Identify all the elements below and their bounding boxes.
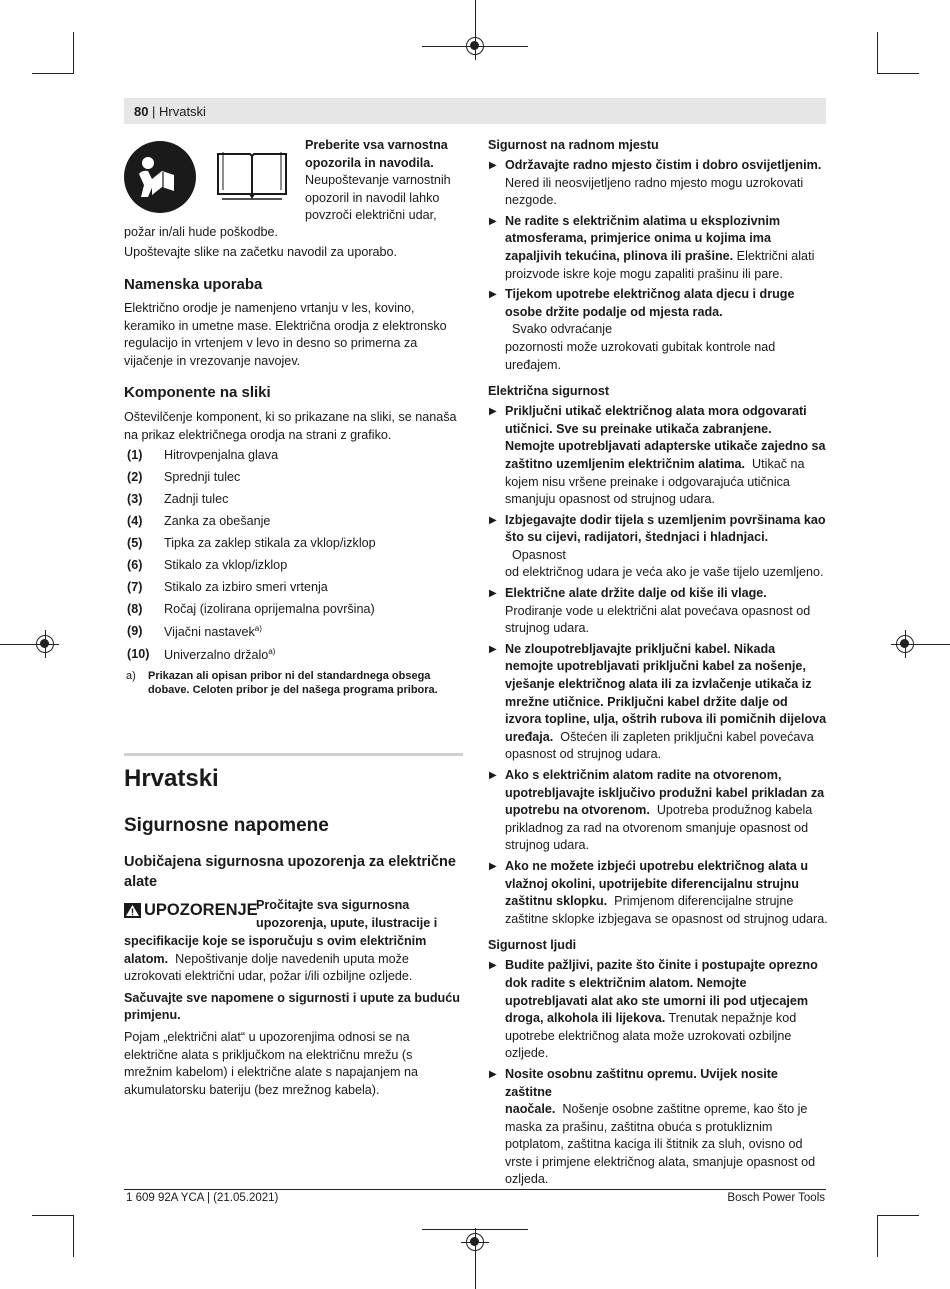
list-item-line [505,785,828,803]
list-item-line [505,585,828,603]
bold-text: što su cijevi, radijatori, štednjaci i hladnjaci. [505,530,769,545]
list-item [488,858,828,928]
footnote-ref: a) [254,624,262,633]
footer-brand: Bosch Power Tools [727,1192,825,1204]
body-text: Prodiranje vode u električni alat povećava opasnost od [505,603,811,618]
right-column [488,136,828,1192]
bold-text: upotrebu na otvorenom. [505,803,650,818]
term-definition-line: električne alata s priključkom na električnu mrežu (s [124,1047,413,1062]
bold-text: zaštitno uzemljenim električnim alatima. [505,456,746,471]
footnote-line: dobave. Celoten pribor je del našega programa pribora. [148,684,438,696]
warning-line: uzrokovati električni udar, požar i/ili ozbiljne ozljede. [124,969,413,984]
component-number: (5) [127,536,143,550]
bullet-arrow-icon: ▶ [489,514,497,526]
body-text: Oštećen ili zapleten priključni kabel povećava [553,729,814,744]
list-item-line [505,529,828,564]
body-text: uređajem. [505,357,562,372]
bold-text: izvora topline, ulja, oštrih rubova ili pomičnih dijelova [505,712,827,727]
footnote-ref: a) [268,647,276,656]
footnote-line: Prikazan ali opisan pribor ni del standardnega obsega [148,670,431,682]
crop-mark [32,73,74,74]
component-label [164,647,275,662]
list-item-line [505,175,828,193]
component-label-text: Vijačni nastavek [164,625,255,640]
keep-instructions-line: primjenu. [124,1008,181,1023]
component-number: (1) [127,448,143,462]
intro-tail [124,224,464,261]
bold-text: droga, alkohola ili lijekova. [505,1011,666,1026]
komponente-heading: Komponente na sliki [124,384,271,401]
component-label: Hitrovpenjalna glava [164,448,279,462]
footnote-mark: a) [126,670,136,682]
list-item-line [505,248,828,266]
namenska-line: Električno orodje je namenjeno vrtanju v les, kovino, [124,301,415,315]
crop-mark [877,1215,878,1257]
header-separator: | [152,104,156,119]
body-text: Utikač na [745,456,805,471]
warning-label: UPOZORENJE [144,901,258,919]
bold-text: osobe držite podalje od mjesta rada. [505,304,723,319]
header-bar [124,98,826,124]
bold-text: Održavajte radno mjesto čistim i dobro osvijetljenim. [505,158,822,172]
list-item-line [505,676,828,694]
body-text: prikladnog za rad na otvorenom smanjuje opasnost od [505,820,809,835]
bold-text: utičnici. Sve su preinake utikača zabranjene. [505,421,772,436]
list-item-line [505,438,828,456]
bold-text: Izbjegavajte dodir tijela s uzemljenim površinama kao [505,512,826,527]
bold-text: Priključni utikač električnog alata mora odgovarati [505,404,807,419]
list-item-line [505,658,828,676]
body-text: strujnog udara. [505,621,590,636]
component-number: (8) [127,602,143,616]
list-item-line [505,230,828,248]
list-item-line [505,157,828,175]
body-text: Nošenje osobne zaštitne opreme, kao što je [555,1102,808,1117]
list-item-line [505,893,828,911]
crop-mark [73,32,74,74]
list-item-line [505,456,828,474]
bold-text: uređaja. [505,729,554,744]
list-item [488,585,828,638]
body-text: pozornosti može uzrokovati gubitak kontrole nad [505,339,776,354]
bold-text: Budite pažljivi, pazite što činite i postupajte oprezno [505,958,818,973]
registration-mark-icon [896,635,914,653]
body-text: od električnog udara je veća ako je vaše tijelo uzemljeno. [505,565,824,580]
bold-text: Tijekom upotrebe električnog alata djecu i druge [505,287,795,302]
footnote-text [148,669,438,697]
intro-text-line: Neupoštevanje varnostnih [305,173,451,188]
list-item-line [505,357,828,375]
crop-mark [877,73,919,74]
list-item-line [505,1066,828,1101]
crop-mark [32,1215,74,1216]
list-item-line [505,911,828,929]
list-item-line [505,1045,828,1063]
list-item-line [505,192,828,210]
bold-text: atmosferama, primjerice onima u kojima ima [505,231,771,246]
list-item-line [505,304,828,339]
registration-mark-icon [466,1233,484,1251]
component-label: Zanka za obešanje [164,514,271,528]
component-label: Tipka za zaklep stikala za vklop/izklop [164,536,376,550]
list-item-line [505,1101,828,1119]
list-item-line [505,421,828,439]
list-item-line [505,975,828,993]
header-language: Hrvatski [159,104,206,119]
bold-text: upotrebljavajte isključivo produžni kabel prikladan za [505,785,825,800]
namenska-line: regulacijo in vrtenjem v levo in desno so primerna za [124,336,418,351]
warning-head-line: upozorenja, upute, ilustracije i [256,915,438,930]
list-item-line [505,266,828,284]
bold-text: Nemojte upotrebljavati adapterske utikače zajedno sa [505,439,826,454]
body-text: upotrebe električnog alata može uzrokovati ozbiljne [505,1028,792,1043]
list-item-line [505,339,828,357]
body-text: ozljeda. [505,1172,549,1187]
intro-text-line: povzroči električni udar, [305,208,437,223]
component-number: (9) [127,624,143,638]
component-label: Stikalo za izbiro smeri vrtenja [164,580,328,594]
crop-mark [877,1215,919,1216]
body-text: maska za prašinu, zaštitna obuća s protukliznim [505,1119,773,1134]
list-item-line [505,746,828,764]
body-text: proizvode iskre koje mogu zapaliti prašinu ili pare. [505,266,783,281]
bullet-arrow-icon: ▶ [489,406,497,418]
bold-text: zaštitnu sklopku. [505,894,608,909]
intro-bold-line: Preberite vsa varnostna [305,138,448,152]
list-item [488,403,828,509]
intro-text-block [305,137,465,225]
crop-mark [475,1256,476,1289]
bold-text: upotrebljavati alat ako ste umorni ili pod utjecajem [505,993,809,1008]
footer-doc-id: 1 609 92A YCA | (21.05.2021) [126,1192,279,1204]
bold-text: Ne zloupotrebljavajte priključni kabel. Nikada [505,641,776,656]
crop-mark [877,32,878,74]
bold-text: vješanje električnog alata ili za izvlačenje utikača iz [505,677,812,692]
component-number: (6) [127,558,143,572]
bold-text: vlažnoj okolini, upotrijebite diferencijalnu strujnu [505,876,799,891]
footer-rule [124,1189,826,1190]
list-item-line [505,993,828,1011]
namenska-line: keramiko in umetne mase. Električna orodja z elektronsko [124,318,447,333]
section-heading: Sigurnost na radnom mjestu [488,138,659,152]
list-item [488,213,828,283]
list-item-line [505,474,828,492]
body-text: kojem nisu vršene preinake i odgovarajuća utičnica [505,474,790,489]
list-item-line [505,286,828,304]
warning-line: specifikacije koje se isporučuju s ovim električnim [124,934,427,948]
list-item [488,1066,828,1189]
body-text: Opasnost [505,547,566,562]
namenska-body [124,300,469,370]
list-item [488,286,828,374]
komponente-line: na prikaz električnega orodja na strani z grafiko. [124,427,392,442]
safety-notes-title: Sigurnosne napomene [124,815,329,836]
term-definition-line: mrežnim kabelom) i električne alate s napajanjem na [124,1065,418,1080]
bullet-arrow-icon: ▶ [489,1068,497,1080]
komponente-body [124,409,469,444]
list-item-line [505,1028,828,1046]
list-item-line [505,837,828,855]
crop-mark [0,644,32,645]
list-item [488,641,828,764]
list-item-line [505,767,828,785]
read-manual-icon [124,141,196,213]
term-definition-line: Pojam „električni alat“ u upozorenjima odnosi se na [124,1029,410,1044]
list-item-line [505,694,828,712]
bold-text: zapaljivih tekućina, plinova ili prašine. [505,248,734,263]
component-label-text: Univerzalno držalo [164,648,269,663]
list-item-line [505,1119,828,1137]
section-divider [124,753,463,756]
list-item-line [505,820,828,838]
intro-bold-line: opozorila in navodila. [305,155,434,170]
list-item-line [505,1136,828,1154]
bullet-arrow-icon: ▶ [489,960,497,972]
section-heading: Sigurnost ljudi [488,938,577,953]
bold-text: Ako s električnim alatom radite na otvorenom, [505,768,782,782]
crop-mark [918,644,950,645]
list-item-line [505,1171,828,1189]
warning-line: alatom. [124,951,169,966]
list-item-line [505,564,828,582]
bullet-arrow-icon: ▶ [489,770,497,781]
body-text: zaštitne sklopke izbjegava se opasnost od strujnog udara. [505,911,828,926]
general-warnings-title-line: Uobičajena sigurnosna upozorenja za električne [124,854,456,870]
warning-body [124,933,469,1099]
namenska-line: vijačenje in vrezovanje navojev. [124,353,301,368]
page-number: 80 [134,104,149,119]
bullet-arrow-icon: ▶ [489,215,497,227]
crop-mark [73,1215,74,1257]
bullet-arrow-icon: ▶ [489,860,497,872]
intro-note: Upoštevajte slike na začetku navodil za uporabo. [124,244,398,259]
body-text: vrste i primjene električnog alata, smanjuje opasnost od [505,1154,816,1169]
crop-mark [475,0,476,32]
list-item [488,767,828,855]
body-text: opasnost od strujnog udara. [505,747,662,762]
list-item-line [505,876,828,894]
list-item-line [505,620,828,638]
term-definition-line: akumulatorsku bateriju (bez mrežnog kabela). [124,1082,380,1097]
list-item [488,157,828,210]
intro-tail-line: požar in/ali hude poškodbe. [124,225,279,239]
bold-text: dok radite s električnim alatom. Nemojte [505,975,747,990]
body-text: Svako odvraćanje [505,322,613,337]
komponente-line: Oštevilčenje komponent, ki so prikazane na sliki, se nanaša [124,410,457,424]
warning-line: Nepoštivanje dolje navedenih uputa može [175,951,409,966]
bold-text: mrežne utičnice. Priključni kabel držite dalje od [505,694,788,709]
body-text: strujnog udara. [505,838,590,853]
list-item-line [505,1010,828,1028]
list-item-line [505,403,828,421]
list-item [488,957,828,1063]
component-number: (2) [127,470,143,484]
body-text: Nered ili neosvijetljeno radno mjesto mogu uzrokovati [505,175,804,190]
list-item-line [505,1154,828,1172]
bullet-arrow-icon: ▶ [489,643,497,655]
component-number: (7) [127,580,143,594]
component-label [164,624,262,639]
registration-mark-icon [466,37,484,55]
bold-text: naočale. [505,1102,556,1117]
intro-text-line: opozoril in navodil lahko [305,190,440,205]
bold-text: Nosite osobnu zaštitnu opremu. Uvijek nosite zaštitne [505,1066,778,1099]
component-label: Zadnji tulec [164,492,229,506]
list-item-line [505,641,828,659]
warning-head-line: Pročitajte sva sigurnosna [256,898,410,912]
general-warnings-title [124,852,469,892]
body-text: nezgode. [505,193,557,208]
namenska-heading: Namenska uporaba [124,276,263,293]
list-item [488,512,828,582]
body-text: ozljede. [505,1046,549,1061]
bold-text: nemojte upotrebljavati priključni kabel za nošenje, [505,659,806,674]
book-icon [214,150,290,200]
component-label: Ročaj (izolirana oprijemalna površina) [164,602,375,616]
language-title: Hrvatski [124,765,219,792]
bold-text: Električne alate držite dalje od kiše ili vlage. [505,586,767,601]
list-item-line [505,729,828,747]
list-item-line [505,603,828,621]
registration-mark-icon [36,635,54,653]
bullet-arrow-icon: ▶ [489,289,497,301]
bold-text: Ako ne možete izbjeći upotrebu električnog alata u [505,858,809,873]
list-item-line [505,711,828,729]
component-list [124,448,469,673]
warning-triangle-icon [124,903,141,918]
component-number: (10) [127,647,150,661]
list-item-line [505,802,828,820]
component-number: (4) [127,514,143,528]
body-text: smanjuju opasnost od strujnog udara. [505,492,716,507]
bullet-arrow-icon: ▶ [489,588,497,600]
list-item-line [505,957,828,975]
general-warnings-title-line: alate [124,874,158,890]
keep-instructions-line: Sačuvajte sve napomene o sigurnosti i upute za buduću [124,990,460,1005]
bold-text: Ne radite s električnim alatima u eksplozivnim [505,213,781,228]
component-label: Sprednji tulec [164,470,241,484]
body-text: Električni alati [733,248,815,263]
body-text: potplatom, zaštitna kaciga ili štitnik za sluh, ovisno od [505,1137,803,1152]
section-heading: Električna sigurnost [488,384,610,399]
body-text: Upotreba produžnog kabela [649,803,813,818]
body-text: Trenutak nepažnje kod [665,1011,797,1026]
list-item-line [505,491,828,509]
list-item-line [505,858,828,876]
list-item-line [505,213,828,231]
component-label: Stikalo za vklop/izklop [164,558,288,572]
body-text: Primjenom diferencijalne strujne [607,894,794,909]
bullet-arrow-icon: ▶ [489,160,497,171]
list-item-line [505,512,828,530]
warning-bold-head [256,897,466,932]
component-number: (3) [127,492,143,506]
